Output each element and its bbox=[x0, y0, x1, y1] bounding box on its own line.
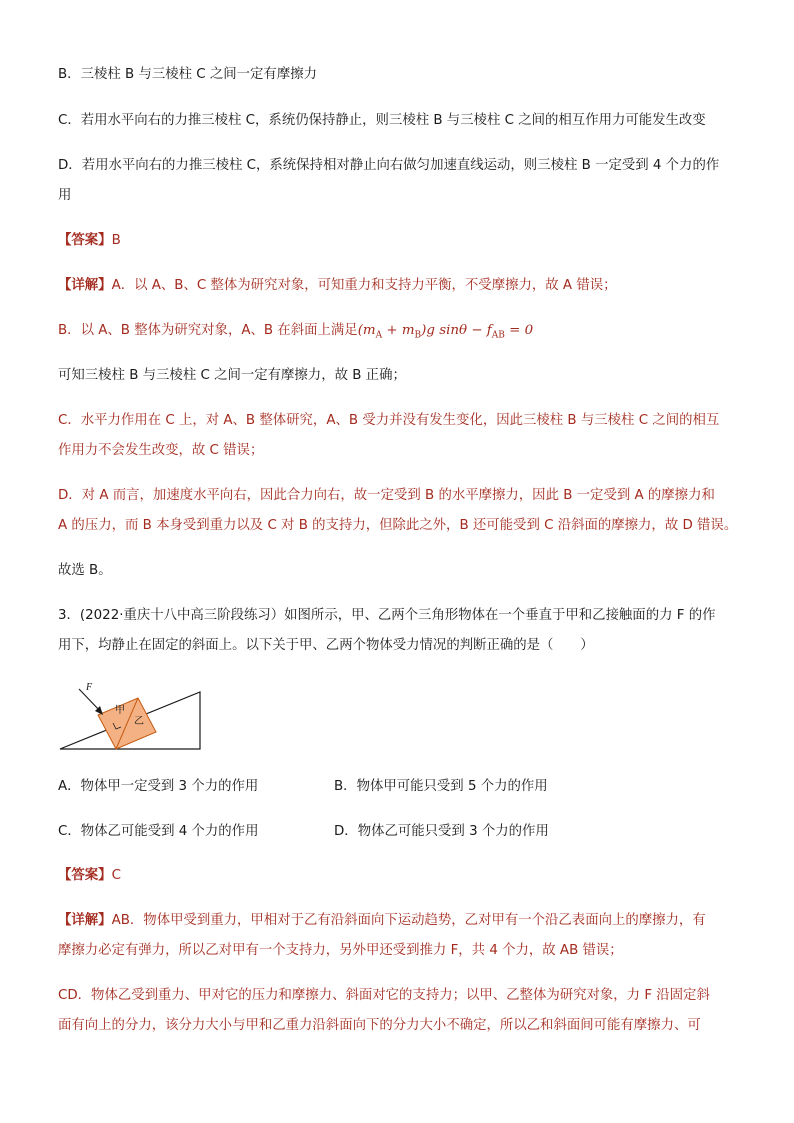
formula-part: + m bbox=[382, 323, 415, 338]
explanation-cd-cont: 面有向上的分力，该分力大小与甲和乙重力沿斜面向下的分力大小不确定，所以乙和斜面间可能有摩擦力、可 bbox=[58, 1018, 701, 1033]
question-3-stem: 3．(2022·重庆十八中高三阶段练习）如图所示，甲、乙两个三角形物体在一个垂直于甲和乙接触面的力 F 的作 bbox=[58, 608, 716, 623]
answer-tag-2: 【答案】 bbox=[58, 868, 112, 883]
explanation-d-cont: A 的压力，而 B 本身受到重力以及 C 对 B 的支持力，但除此之外，B 还可能受到 C 沿斜面的摩擦力，故 D 错误。 bbox=[58, 518, 738, 533]
choice-c: C．物体乙可能受到 4 个力的作用 bbox=[58, 824, 259, 839]
question-3-stem-cont: 用下，均静止在固定的斜面上。以下关于甲、乙两个物体受力情况的判断正确的是（ ） bbox=[58, 638, 594, 653]
final-choice: 故选 B。 bbox=[58, 563, 112, 578]
explanation-tag: 【详解】 bbox=[58, 278, 112, 293]
choice-d: D．物体乙可能只受到 3 个力的作用 bbox=[334, 824, 549, 839]
formula-part: = 0 bbox=[504, 323, 534, 338]
explanation-ab bbox=[58, 911, 748, 931]
equilibrium-formula bbox=[357, 323, 534, 341]
choice-a: A．物体甲一定受到 3 个力的作用 bbox=[58, 779, 259, 794]
incline-figure bbox=[58, 672, 208, 756]
answer-tag: 【答案】 bbox=[58, 233, 112, 248]
explanation-ab-cont: 摩擦力必定有弹力，所以乙对甲有一个支持力，另外甲还受到推力 F，共 4 个力，故 AB 错误； bbox=[58, 943, 623, 958]
formula-sub: AB bbox=[491, 330, 505, 341]
answer-value: B bbox=[111, 233, 121, 248]
formula-sub: A bbox=[375, 330, 383, 341]
option-d-text: D．若用水平向右的力推三棱柱 C，系统保持相对静止向右做匀加速直线运动，则三棱柱 B 一定受到 4 个力的作 bbox=[58, 158, 720, 173]
answer-value-2: C bbox=[111, 868, 121, 883]
block-jia-label: 甲 bbox=[115, 705, 125, 716]
explanation-c-cont: 作用力不会发生改变，故 C 错误； bbox=[58, 443, 264, 458]
answer-line-1 bbox=[58, 231, 748, 251]
explanation-b bbox=[58, 321, 748, 346]
incline-diagram bbox=[58, 672, 208, 752]
explanation-a-text: A．以 A、B、C 整体为研究对象，可知重力和支持力平衡，不受摩擦力，故 A 错误； bbox=[111, 278, 617, 293]
explanation-b-text: B．以 A、B 整体为研究对象，A、B 在斜面上满足 bbox=[58, 323, 358, 338]
formula-part: )g sinθ − f bbox=[421, 323, 492, 338]
choice-b: B．物体甲可能只受到 5 个力的作用 bbox=[334, 779, 548, 794]
answer-line-2 bbox=[58, 866, 748, 886]
explanation-ab-text: AB．物体甲受到重力，甲相对于乙有沿斜面向下运动趋势，乙对甲有一个沿乙表面向上的摩擦力，有 bbox=[111, 913, 706, 928]
explanation-d: D．对 A 而言，加速度水平向右，因此合力向右，故一定受到 B 的水平摩擦力，因此 B 一定受到 A 的摩擦力和 bbox=[58, 488, 715, 503]
formula-part: (m bbox=[357, 323, 376, 338]
explanation-c: C．水平力作用在 C 上，对 A、B 整体研究，A、B 受力并没有发生变化，因此三棱柱 B 与三棱柱 C 之间的相互 bbox=[58, 413, 720, 428]
explanation-tag-2: 【详解】 bbox=[58, 913, 112, 928]
option-c-text: C．若用水平向右的力推三棱柱 C，系统仍保持静止，则三棱柱 B 与三棱柱 C 之间的相互作用力可能发生改变 bbox=[58, 113, 706, 128]
explanation-b-conclusion: 可知三棱柱 B 与三棱柱 C 之间一定有摩擦力，故 B 正确； bbox=[58, 368, 406, 383]
formula-sub: B bbox=[414, 330, 422, 341]
force-label: F bbox=[86, 682, 93, 693]
block-yi-label: 乙 bbox=[134, 716, 144, 727]
option-d-text-cont: 用 bbox=[58, 188, 72, 203]
explanation-cd: CD．物体乙受到重力、甲对它的压力和摩擦力、斜面对它的支持力；以甲、乙整体为研究对象，力 F 沿固定斜 bbox=[58, 988, 710, 1003]
explanation-a bbox=[58, 276, 748, 296]
option-b-text: B．三棱柱 B 与三棱柱 C 之间一定有摩擦力 bbox=[58, 67, 317, 82]
